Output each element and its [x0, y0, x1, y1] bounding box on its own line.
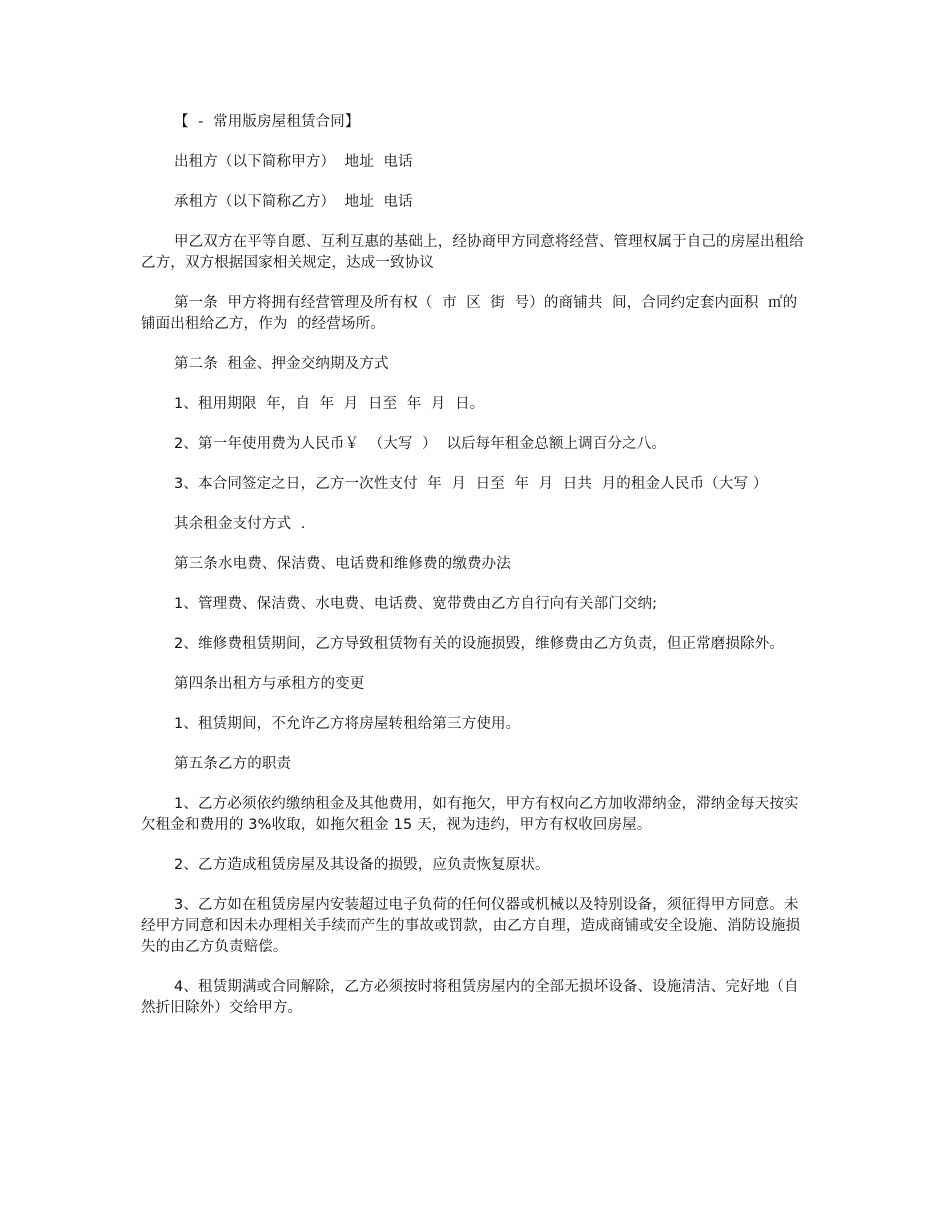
article-3-item-2: 2、维修费租赁期间，乙方导致租赁物有关的设施损毁，维修费由乙方负责，但正常磨损除外。: [174, 636, 785, 652]
article-2-item-1: 1、租用期限 年，自 年 月 日至 年 月 日。: [174, 396, 485, 412]
article-2-item-2: 2、第一年使用费为人民币￥ （大写 ） 以后每年租金总额上调百分之八。: [174, 436, 667, 452]
article-5-item-1: 1、乙方必须依约缴纳租金及其他费用，如有拖欠，甲方有权向乙方加收滞纳金，滞纳金每天按实欠租金和费用的 3%收取，如拖欠租金 15 天，视为违约，甲方有权收回房屋。: [141, 796, 799, 833]
document-body: [141, 112, 807, 1038]
article-3-heading: 第三条水电费、保洁费、电话费和维修费的缴费办法: [174, 556, 511, 572]
article-5-heading: 第五条乙方的职责: [174, 756, 292, 772]
article-4-heading: 第四条出租方与承租方的变更: [174, 676, 365, 692]
article-2-heading: 第二条 租金、押金交纳期及方式: [174, 356, 389, 372]
contract-title: 【 - 常用版房屋租赁合同】: [174, 114, 360, 130]
article-1-paragraph: 第一条 甲方将拥有经营管理及所有权（ 市 区 街 号）的商铺共 间，合同约定套内面积 ㎡的铺面出租给乙方，作为 的经营场所。: [141, 295, 798, 332]
article-2-item-3: 3、本合同签定之日，乙方一次性支付 年 月 日至 年 月 日共 月的租金人民币（大写 ）: [174, 476, 768, 492]
article-5-item-4: 4、租赁期满或合同解除，乙方必须按时将租赁房屋内的全部无损坏设备、设施清洁、完好地（自然折旧除外）交给甲方。: [141, 979, 799, 1016]
remaining-rent-line: 其余租金支付方式 .: [174, 516, 306, 532]
article-5-item-3: 3、乙方如在租赁房屋内安装超过电子负荷的任何仪器或机械以及特别设备，须征得甲方同意。未经甲方同意和因未办理相关手续而产生的事故或罚款，由乙方自理，造成商铺或安全设施、消防设施损失的由乙方负责赔偿。: [141, 897, 801, 955]
lessee-line: 承租方（以下简称乙方） 地址 电话: [174, 194, 413, 210]
lessor-line: 出租方（以下简称甲方） 地址 电话: [174, 154, 413, 170]
article-4-item-1: 1、租赁期间，不允许乙方将房屋转租给第三方使用。: [174, 716, 521, 732]
article-5-item-2: 2、乙方造成租赁房屋及其设备的损毁，应负责恢复原状。: [174, 857, 550, 873]
preamble-paragraph: 甲乙双方在平等自愿、互利互惠的基础上，经协商甲方同意将经营、管理权属于自己的房屋出租给乙方，双方根据国家相关规定，达成一致协议: [141, 234, 804, 271]
article-3-item-1: 1、管理费、保洁费、水电费、电话费、宽带费由乙方自行向有关部门交纳;: [174, 596, 658, 612]
